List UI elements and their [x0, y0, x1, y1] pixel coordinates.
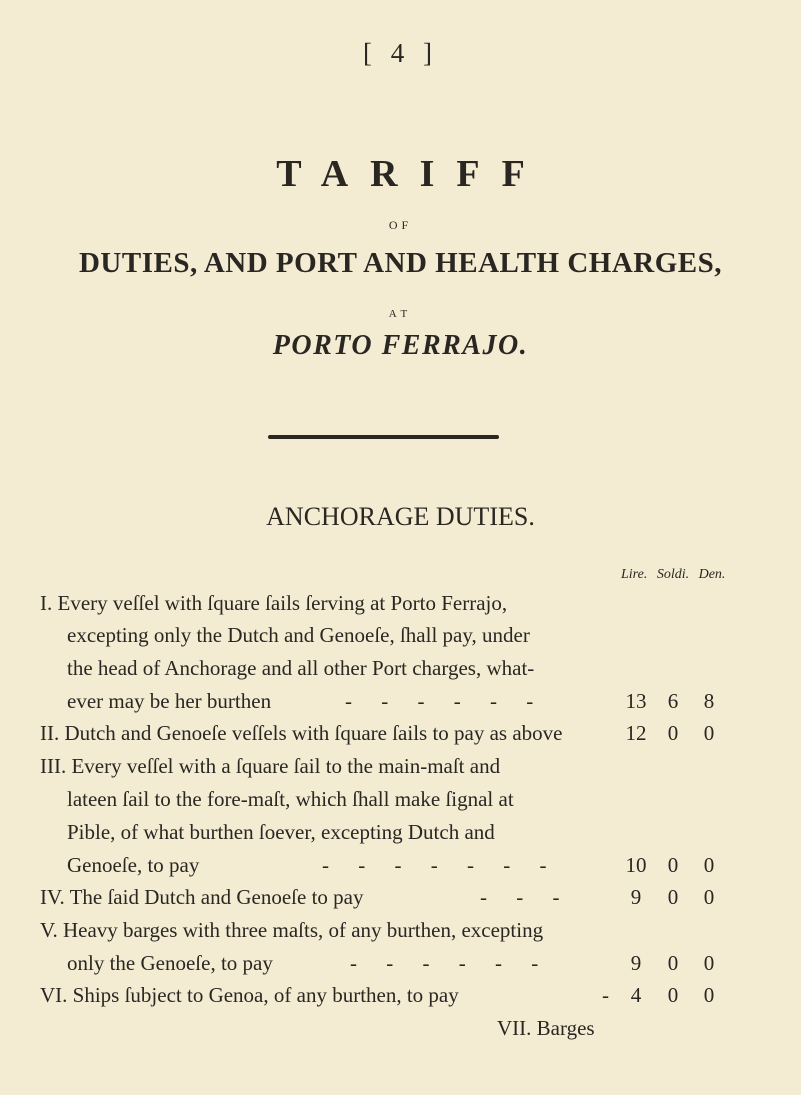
ornamental-rule [268, 435, 499, 439]
column-heading-soldi: Soldi. [656, 567, 690, 582]
item-4-denari: 0 [703, 885, 715, 909]
item-4-leader-dashes: - - - [480, 885, 572, 909]
title-connector-at: AT [388, 308, 413, 320]
item-6-lire: 4 [630, 983, 642, 1007]
item-4-lire: 9 [630, 885, 642, 909]
item-4-soldi: 0 [667, 885, 679, 909]
place-name: PORTO FERRAJO. [272, 330, 529, 361]
title-connector-of: OF [388, 218, 413, 232]
item-1-description-end: ever may be her burthen [67, 689, 272, 713]
item-5-soldi: 0 [667, 951, 679, 975]
item-4-description: IV. The ſaid Dutch and Genoeſe to pay [40, 885, 364, 909]
item-5-denari: 0 [703, 951, 715, 975]
item-1-line-2: excepting only the Dutch and Genoeſe, ſhall pay, under [67, 623, 530, 647]
page-number: [ 4 ] [363, 38, 438, 68]
item-3-description-end: Genoeſe, to pay [67, 853, 200, 877]
item-1-denari: 8 [703, 689, 715, 713]
item-1-soldi: 6 [667, 689, 679, 713]
item-6-description: VI. Ships ſubject to Genoa, of any burthen, to pay [40, 983, 459, 1007]
item-5-leader-dashes: - - - - - - [350, 951, 551, 975]
item-5-description-end: only the Genoeſe, to pay [67, 951, 273, 975]
item-5-line-2 [67, 951, 551, 975]
item-3-line-1: III. Every veſſel with a ſquare ſail to the main-maſt and [40, 754, 501, 778]
item-1-lire: 13 [625, 689, 647, 713]
item-3-line-4 [67, 853, 559, 877]
item-1-line-3: the head of Anchorage and all other Port charges, what- [67, 656, 535, 680]
catchword: VII. Barges [497, 1016, 595, 1040]
item-2-line-1: II. Dutch and Genoeſe veſſels with ſquare ſails to pay as above [40, 721, 563, 745]
item-2-denari: 0 [703, 721, 715, 745]
item-3-lire: 10 [625, 853, 647, 877]
item-5-line-1: V. Heavy barges with three maſts, of any burthen, excepting [40, 918, 544, 942]
item-3-line-3: Pible, of what burthen ſoever, excepting Dutch and [67, 820, 495, 844]
item-2-lire: 12 [625, 721, 647, 745]
item-3-leader-dashes: - - - - - - - [322, 853, 559, 877]
item-3-soldi: 0 [667, 853, 679, 877]
item-6-leader-dashes: - [602, 983, 621, 1007]
item-4-line-1 [40, 885, 572, 909]
item-1-line-4 [67, 689, 546, 713]
item-3-line-2: lateen ſail to the fore-maſt, which ſhall make ſignal at [67, 787, 514, 811]
document-title: TARIFF [276, 153, 547, 195]
document-subtitle: DUTIES, AND PORT AND HEALTH CHARGES, [78, 247, 723, 279]
item-1-line-1: I. Every veſſel with ſquare ſails ſerving at Porto Ferrajo, [40, 591, 508, 615]
item-3-denari: 0 [703, 853, 715, 877]
item-6-denari: 0 [703, 983, 715, 1007]
item-6-soldi: 0 [667, 983, 679, 1007]
section-heading: ANCHORAGE DUTIES. [266, 502, 535, 531]
column-heading-lire: Lire. [621, 567, 648, 582]
item-6-line-1 [40, 983, 621, 1007]
column-heading-denari: Den. [698, 567, 726, 582]
item-5-lire: 9 [630, 951, 642, 975]
amount-column-headings [621, 567, 731, 583]
item-1-leader-dashes: - - - - - - [345, 689, 546, 713]
item-2-soldi: 0 [667, 721, 679, 745]
